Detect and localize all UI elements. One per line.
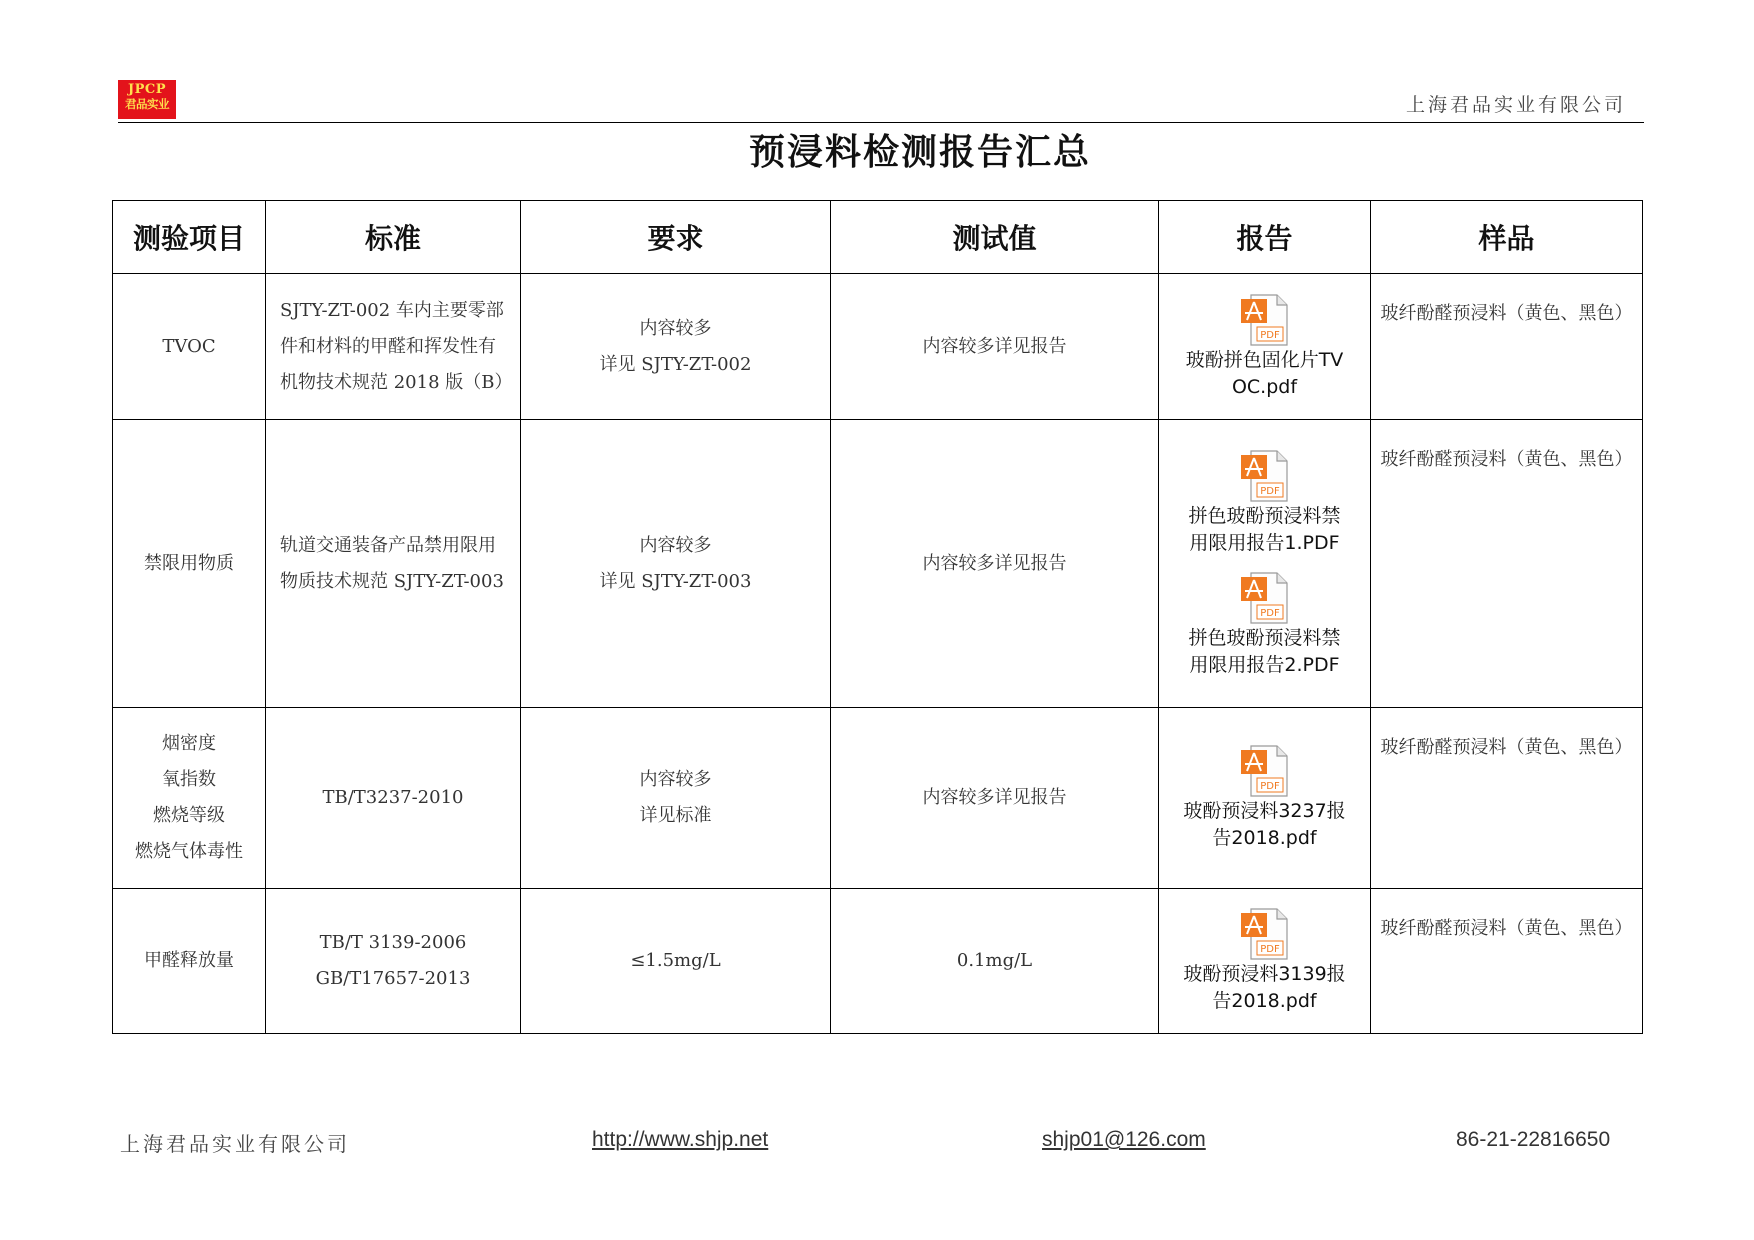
requirement-line: 详见标准: [639, 805, 712, 826]
standard-line: GB/T17657-2013: [315, 968, 471, 989]
requirement-line: 内容较多: [639, 317, 712, 339]
standard-line: TB/T 3139-2006: [319, 932, 467, 953]
cell-sample: 玻纤酚醛预浸料（黄色、黑色）: [1371, 420, 1643, 708]
cell-requirement: [521, 420, 831, 708]
company-logo: [118, 80, 176, 119]
pdf-attachment[interactable]: [1167, 571, 1362, 679]
cell-test-value: 内容较多详见报告: [831, 708, 1159, 889]
item-line: 氧指数: [162, 769, 216, 790]
svg-text:PDF: PDF: [1259, 781, 1280, 792]
svg-text:PDF: PDF: [1259, 944, 1280, 955]
cell-item: [113, 708, 266, 889]
pdf-file-icon: [1239, 744, 1291, 798]
requirement-line: 详见 SJTY-ZT-003: [599, 570, 752, 592]
col-header-item: 测验项目: [113, 201, 266, 274]
standard-line: 件和材料的甲醛和挥发性有: [280, 335, 496, 357]
footer-email-link[interactable]: shjp01@126.com: [1042, 1128, 1206, 1151]
cell-standard: [266, 708, 521, 889]
header-company-name: 上海君品实业有限公司: [1405, 94, 1626, 116]
pdf-filename[interactable]: 玻酚预浸料3237报告2018.pdf: [1183, 800, 1346, 849]
cell-item: [113, 889, 266, 1034]
requirement-line: 详见 SJTY-ZT-002: [599, 353, 752, 375]
table-row: [113, 274, 1643, 420]
col-header-value: 测试值: [831, 201, 1159, 274]
col-header-standard: 标准: [266, 201, 521, 274]
item-line: 甲醛释放量: [144, 950, 234, 971]
standard-line: 物质技术规范 SJTY-ZT-003: [280, 570, 504, 592]
cell-report: [1159, 889, 1371, 1034]
pdf-filename[interactable]: 玻酚预浸料3139报告2018.pdf: [1183, 963, 1346, 1012]
item-line: 燃烧等级: [153, 805, 225, 826]
cell-report: [1159, 274, 1371, 420]
svg-text:PDF: PDF: [1259, 607, 1280, 619]
cell-standard: [266, 889, 521, 1034]
cell-report: [1159, 420, 1371, 708]
pdf-file-icon: [1239, 907, 1291, 961]
pdf-filename[interactable]: 拼色玻酚预浸料禁用限用报告1.PDF: [1188, 504, 1341, 554]
pdf-file-icon: [1239, 449, 1291, 503]
col-header-requirement: 要求: [521, 201, 831, 274]
cell-item: [113, 274, 266, 420]
pdf-filename[interactable]: 玻酚拼色固化片TVOC.pdf: [1185, 348, 1344, 398]
svg-text:PDF: PDF: [1259, 329, 1280, 341]
cell-requirement: [521, 708, 831, 889]
table-row: [113, 708, 1643, 889]
cell-sample: 玻纤酚醛预浸料（黄色、黑色）: [1371, 889, 1643, 1034]
pdf-attachment[interactable]: [1167, 293, 1362, 401]
svg-text:PDF: PDF: [1259, 485, 1280, 497]
standard-line: 机物技术规范 2018 版（B）: [280, 371, 513, 393]
cell-test-value: 0.1mg/L: [831, 889, 1159, 1034]
item-line: 烟密度: [162, 733, 216, 754]
standard-line: SJTY-ZT-002 车内主要零部: [280, 299, 504, 321]
item-line: 禁限用物质: [144, 552, 234, 574]
cell-item: [113, 420, 266, 708]
table-row: [113, 420, 1643, 708]
logo-text-top: JPCP: [127, 82, 167, 97]
cell-requirement: [521, 889, 831, 1034]
standard-line: 轨道交通装备产品禁用限用: [280, 534, 496, 556]
header-divider: [118, 122, 1644, 123]
pdf-filename[interactable]: 拼色玻酚预浸料禁用限用报告2.PDF: [1188, 626, 1341, 676]
table-row: [113, 889, 1643, 1034]
footer-website-link[interactable]: http://www.shjp.net: [592, 1128, 769, 1151]
table-header-row: [113, 201, 1643, 274]
pdf-attachment[interactable]: [1167, 744, 1362, 852]
requirement-line: ≤1.5mg/L: [630, 950, 721, 971]
cell-requirement: [521, 274, 831, 420]
item-line: 燃烧气体毒性: [135, 841, 243, 862]
pdf-file-icon: [1239, 571, 1291, 625]
cell-standard: [266, 274, 521, 420]
pdf-attachment[interactable]: [1167, 907, 1362, 1015]
cell-test-value: 内容较多详见报告: [831, 420, 1159, 708]
pdf-attachment[interactable]: [1167, 449, 1362, 557]
footer-phone: 86-21-22816650: [1456, 1128, 1611, 1151]
footer-company-name: 上海君品实业有限公司: [120, 1132, 350, 1156]
col-header-report: 报告: [1159, 201, 1371, 274]
requirement-line: 内容较多: [639, 769, 712, 790]
logo-text-bottom: 君品实业: [125, 97, 169, 111]
col-header-sample: 样品: [1371, 201, 1643, 274]
pdf-file-icon: [1239, 293, 1291, 347]
report-summary-table: [112, 200, 1643, 1034]
item-line: TVOC: [162, 335, 216, 357]
cell-standard: [266, 420, 521, 708]
cell-sample: 玻纤酚醛预浸料（黄色、黑色）: [1371, 274, 1643, 420]
page-title: 预浸料检测报告汇总: [748, 132, 1091, 173]
requirement-line: 内容较多: [639, 534, 712, 556]
standard-line: TB/T3237-2010: [322, 787, 464, 808]
cell-sample: 玻纤酚醛预浸料（黄色、黑色）: [1371, 708, 1643, 889]
cell-report: [1159, 708, 1371, 889]
cell-test-value: 内容较多详见报告: [831, 274, 1159, 420]
